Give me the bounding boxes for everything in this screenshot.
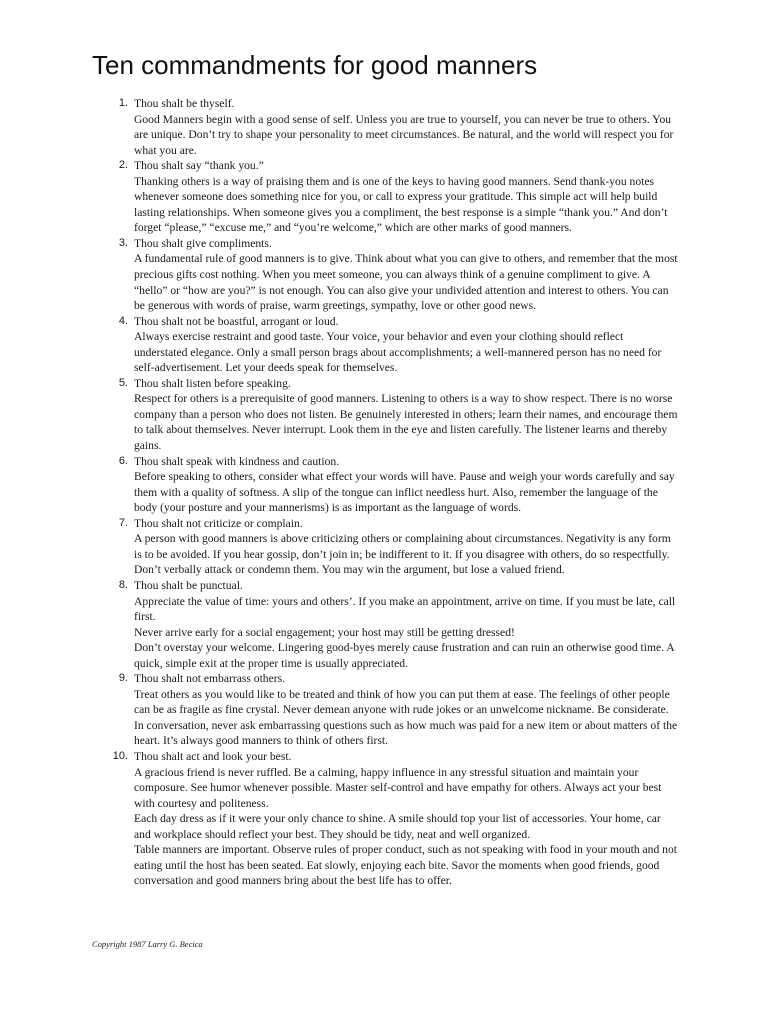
item-number: 7. (118, 516, 128, 529)
commandment-item (112, 376, 678, 454)
commandment-item (112, 516, 678, 578)
commandment-item (112, 314, 678, 376)
item-paragraph: Treat others as you would like to be treated and think of how you can put them at ease. The feelings of other people can be as fragile as fine crystal. Never demean anyone with rude jokes or an unwelcome nickname. Be considerate. In conversation, never ask embarrassing questions such as how much was paid for a new item or about matters of the heart. It’s always good manners to think of others first. (134, 687, 678, 748)
item-heading: Thou shalt not be boastful, arrogant or loud. (134, 314, 339, 328)
item-number: 9. (118, 672, 128, 685)
item-paragraph: Respect for others is a prerequisite of good manners. Listening to others is a way to show respect. There is no worse company than a person who does not listen. Be genuinely interested in others; learn their names, and encourage them to talk about themselves. Never interrupt. Look them in the eye and listen carefully. The listener learns and thereby gains. (134, 392, 678, 453)
item-number: 5. (118, 376, 128, 389)
commandment-item (112, 578, 678, 671)
item-paragraph: Appreciate the value of time: yours and others’. If you make an appointment, arrive on time. If you must be late, call first. (134, 594, 676, 624)
item-heading: Thou shalt be thyself. (134, 97, 235, 110)
item-heading: Thou shalt listen before speaking. (134, 376, 291, 390)
item-number: 3. (118, 236, 128, 249)
item-number: 8. (118, 578, 128, 591)
item-heading: Thou shalt not embarrass others. (134, 672, 286, 686)
commandment-item (112, 236, 678, 314)
item-paragraph: Good Manners begin with a good sense of self. Unless you are true to yourself, you can never be true to others. You are unique. Don’t try to shape your personality to meet circumstances. Be natural, and the world will respect you for what you are. (134, 112, 674, 157)
item-number: 1. (118, 97, 128, 109)
item-heading: Thou shalt not criticize or complain. (134, 516, 303, 530)
item-number: 2. (118, 159, 128, 172)
item-paragraph: Table manners are important. Observe rules of proper conduct, such as not speaking with food in your mouth and not eating until the host has been seated. Eat slowly, enjoying each bite. Savor the moments when good friends, good conversation and good manners bring about the best life has to offer. (134, 843, 677, 888)
item-heading: Thou shalt be punctual. (134, 578, 243, 592)
item-number: 4. (118, 314, 128, 327)
item-paragraph: Thanking others is a way of praising them and is one of the keys to having good manners. Send thank-you notes whenever someone does something nice for you, or call to express your gratitude. This simple act will help build lasting relationships. When someone gives you a compliment, the best response is a simple “thank you.” And don’t forget “please,” “excuse me,” and “you’re welcome,” which are other marks of good manners. (134, 174, 668, 235)
item-paragraph: A fundamental rule of good manners is to give. Think about what you can give to others, and remember that the most precious gifts cost nothing. When you meet someone, you can always think of a genuine compliment to give. A “hello” or “how are you?” is not enough. You can also give your undivided attention and interest to others. You can be generous with words of praise, warm greetings, sympathy, love or other good news. (134, 252, 678, 313)
item-paragraph: Each day dress as if it were your only chance to shine. A smile should top your list of accessories. Your home, car and workplace should reflect your best. They should be tidy, neat and well organized. (134, 812, 661, 841)
item-paragraph: Before speaking to others, consider what effect your words will have. Pause and weigh your words carefully and say them with a quality of softness. A slip of the tongue can inflict needless hurt. Also, remember the language of the body (your posture and your mannerisms) is as important as the language of words. (134, 470, 675, 515)
commandment-item (112, 749, 678, 889)
item-heading: Thou shalt give compliments. (134, 236, 272, 250)
item-number: 10. (112, 749, 128, 762)
page-title: Ten commandments for good manners (92, 50, 538, 80)
item-paragraph: Don’t overstay your welcome. Lingering good-byes merely cause frustration and can ruin an otherwise good time. A quick, simple exit at the proper time is usually appreciated. (134, 641, 675, 670)
item-number: 6. (118, 454, 128, 467)
item-paragraph: A person with good manners is above criticizing others or complaining about circumstances. Negativity is any form is to be avoided. If you hear gossip, don’t join in; be indifferent to it. If you disagree with others, do so respectfully. Don’t verbally attack or condemn them. You may win the argument, but lose a valued friend. (134, 532, 671, 577)
commandment-item (112, 96, 678, 158)
item-heading: Thou shalt speak with kindness and caution. (134, 454, 340, 468)
copyright-footer: Copyright 1987 Larry G. Becica (92, 939, 203, 949)
commandment-item (112, 158, 678, 236)
item-heading: Thou shalt say “thank you.” (134, 159, 264, 173)
item-heading: Thou shalt act and look your best. (134, 749, 292, 763)
commandment-item (112, 454, 678, 516)
item-paragraph: Never arrive early for a social engagement; your host may still be getting dressed! (134, 625, 515, 639)
item-paragraph: A gracious friend is never ruffled. Be a calming, happy influence in any stressful situation and maintain your composure. See humor whenever possible. Master self-control and have empathy for others. Always act your best with courtesy and politeness. (134, 765, 662, 810)
commandment-item (112, 671, 678, 749)
item-paragraph: Always exercise restraint and good taste. Your voice, your behavior and even your clothing should reflect understated elegance. Only a small person brags about accomplishments; a well-mannered person has no need for self-advertisement. Let your deeds speak for themselves. (134, 330, 662, 375)
commandment-list (112, 96, 678, 889)
